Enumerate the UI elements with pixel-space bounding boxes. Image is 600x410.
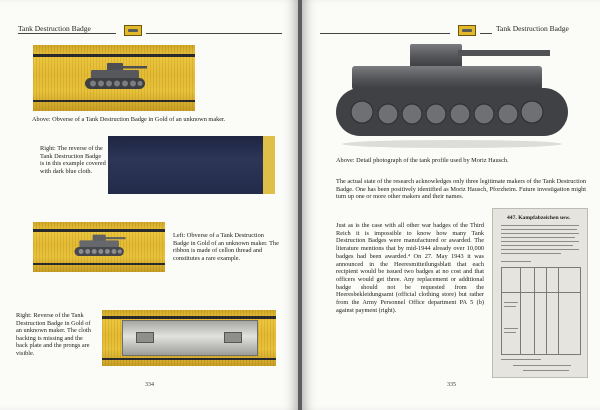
right-page <box>302 0 600 410</box>
prong-right <box>224 332 242 343</box>
right-header-rule-left <box>320 33 450 34</box>
caption-fig2: Right: The reverse of the Tank Destruction Badge is in this example covered with dark blue cloth. <box>40 145 106 175</box>
caption-fig4: Right: Reverse of the Tank Destruction Badge in Gold of an unknown maker. The cloth backing is missing and the back plate and the prongs are visible. <box>16 312 91 357</box>
tank-emblem-icon <box>71 233 129 261</box>
caption-fig1: Above: Obverse of a Tank Destruction Badge in Gold of an unknown maker. <box>32 116 226 123</box>
left-header-rule <box>18 33 116 34</box>
left-header-badge-icon <box>124 25 142 36</box>
right-header-title: Tank Destruction Badge <box>496 24 569 33</box>
left-header-title: Tank Destruction Badge <box>18 24 91 33</box>
tank-profile-photo <box>332 40 572 150</box>
prong-left <box>136 332 154 343</box>
scanned-army-bulletin-document <box>492 208 588 378</box>
paragraph-research: The actual state of the research acknowledges only three legitimate makers of the Tank Destruction Badge. One has been positively identified as Moriz Hausch, Pforzheim. Future investigation might turn up one or more other makers and their names. <box>336 178 586 201</box>
paragraph-awards: Just as is the case with all other war badges of the Third Reich it is impossible to know how many Tank Destruction Badges were manufactured or awarded. The literature mentions that by mid-1944 already over 10,000 badges had been awarded.⁴ On 27. May 1943 it was announced in the Heeresmitteilungsblatt that each recipient would be issued two badges at no cost and that officers would get three. Any replacement or additional badge should not be requested from the Heeresbekleidungsamt (official clothing store) but rather from the Army Personnel Office department PA 5 (b) against payment (right). <box>336 222 484 314</box>
document-title: 447. Kampfabzeichen usw. <box>507 215 571 221</box>
caption-tank-detail: Above: Detail photograph of the tank profile used by Moriz Hausch. <box>336 157 509 164</box>
badge-obverse-photo <box>33 45 195 111</box>
left-page-number: 334 <box>145 382 154 388</box>
document-table <box>501 267 581 355</box>
tank-emblem-icon <box>81 61 151 95</box>
left-page <box>0 0 298 410</box>
caption-fig3: Left: Obverse of a Tank Destruction Badge in Gold of an unknown maker. The ribbon is made of cellon thread and constitutes a rare example. <box>173 232 279 262</box>
badge-cellon-obverse-photo <box>33 222 165 272</box>
right-page-number: 335 <box>447 382 456 388</box>
badge-back-plate-photo <box>102 310 276 366</box>
left-header-rule-right <box>146 33 282 34</box>
right-header-badge-icon <box>458 25 476 36</box>
right-header-rule-mid <box>480 33 492 34</box>
badge-reverse-blue-cloth-photo <box>108 136 275 194</box>
